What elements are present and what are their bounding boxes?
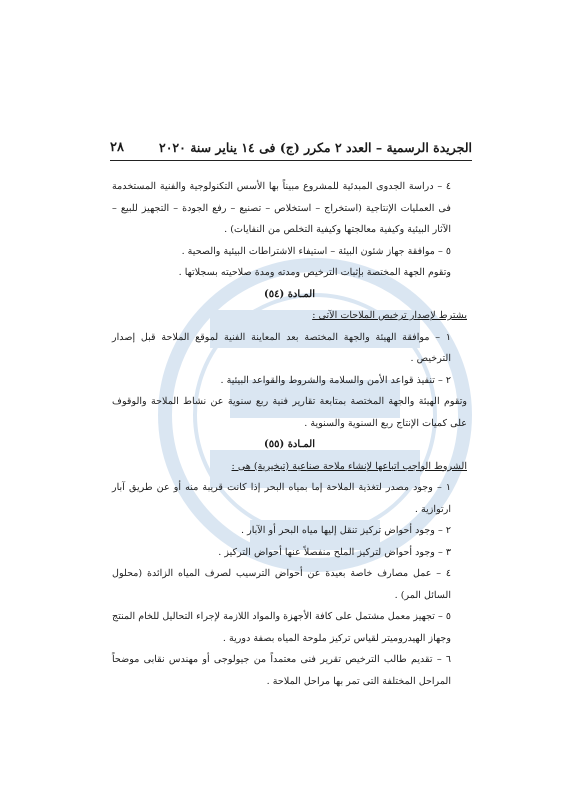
article-heading-54: المـادة (٥٤) [264,288,315,300]
paragraph: وتقوم الجهة المختصة بإثبات الترخيص ومدته ومدة صلاحيته بسجلاتها . [178,267,451,278]
paragraph: ٤ – دراسة الجدوى المبدئية للمشروع مبيناً بها الأسس التكنولوجية والفنية المستخدمة فى العمليات الإنتاجية (استخراج – استخلاص – تصنيع – رفع الجودة – التجهيز للبيع – الآثار البيئية وكيفية معالجتها وكيفية التخلص من النفايات) . [112,181,451,235]
underlined-text: يشترط لإصدار ترخيص الملاحات الآتى : [312,310,467,321]
paragraph: وتقوم الهيئة والجهة المختصة بمتابعة تقارير فنية ربع سنوية عن نشاط الملاحة والوقوف على كميات الإنتاج ربع السنوية والسنوية . [112,396,467,429]
page-header [110,134,472,161]
paragraph [112,305,467,327]
underlined-text: الشروط الواجب اتباعها لإنشاء ملاحة صناعية (تبخيرية) هى : [231,460,467,472]
article-heading-55: المـادة (٥٥) [264,439,315,450]
paragraph: ١ – وجود مصدر لتغذية الملاحة إما بمياه البحر إذا كانت قريبة منه أو عن طريق آبار ارتوازية . [112,482,451,515]
paragraph: ٢ – تنفيذ قواعد الأمن والسلامة والشروط والقواعد البيئية . [220,374,451,386]
document-body [112,176,467,692]
paragraph: ٢ – وجود أحواض تركيز تنقل إليها مياه البحر أو الآبار . [240,525,451,536]
page-number: ٢٨ [110,139,124,155]
paragraph: ٥ – تجهيز معمل مشتمل على كافة الأجهزة والمواد اللازمة لإجراء التحاليل للخام المنتج وجهاز الهيدروميتر لقياس تركيز ملوحة المياه بصفة دورية . [112,611,451,644]
paragraph: ٦ – تقديم طالب الترخيص تقرير فنى معتمداً من جيولوجى أو مهندس نقابى موضحاً المراحل المختلفة التى تمر بها مراحل الملاحة . [112,654,451,687]
paragraph [112,456,467,478]
paragraph: ٤ – عمل مصارف خاصة بعيدة عن أحواض الترسيب لصرف المياه الزائدة (محلول السائل المر) . [112,568,451,601]
header-title: الجريدة الرسمية – العدد ٢ مكرر (ج) فى ١٤ يناير سنة ٢٠٢٠ [159,139,472,155]
paragraph: ٣ – وجود أحواض لتركيز الملح منفصلاً عنها أحواض التركيز . [218,546,451,558]
paragraph: ١ – موافقة الهيئة والجهة المختصة بعد المعاينة الفنية لموقع الملاحة قبل إصدار الترخيص . [112,331,451,364]
paragraph: ٥ – موافقة جهاز شئون البيئة – استيفاء الاشتراطات البيئية والصحية . [181,245,451,257]
